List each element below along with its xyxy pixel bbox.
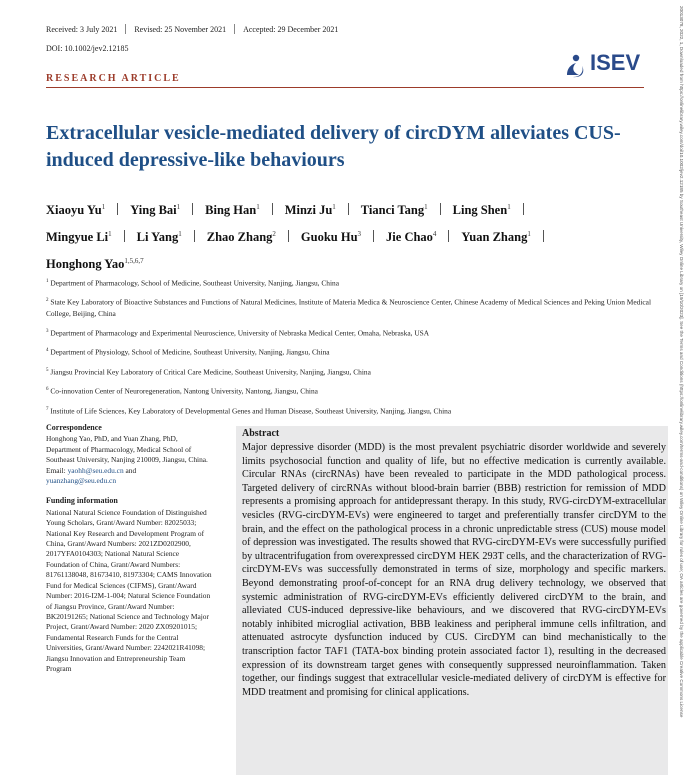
author-item — [207, 222, 301, 249]
affiliation-item — [46, 345, 666, 357]
affiliation-number: 5 — [46, 367, 49, 373]
article-dates — [46, 24, 338, 34]
author-divider — [523, 203, 524, 215]
author-item — [130, 195, 205, 222]
received-date: Received: 3 July 2021 — [46, 25, 118, 34]
affiliation-list — [46, 276, 666, 423]
affiliation-text: Department of Pharmacology and Experimental Neuroscience, University of Nebraska Medical Center, Omaha, Nebraska, USA — [50, 328, 430, 338]
author-affiliation-sup: 1 — [178, 230, 182, 239]
author-item — [46, 195, 130, 222]
affiliation-number: 6 — [46, 387, 49, 393]
isev-logo-icon — [563, 53, 587, 79]
date-divider — [234, 24, 235, 34]
accepted-date: Accepted: 29 December 2021 — [243, 25, 339, 34]
funding-heading: Funding information — [46, 496, 118, 506]
author-name[interactable]: Jie Chao — [386, 230, 433, 245]
affiliation-item — [46, 326, 666, 338]
author-name[interactable]: Guoku Hu — [300, 230, 358, 245]
author-affiliation-sup: 1 — [101, 203, 106, 211]
affiliation-number: 2 — [46, 298, 49, 304]
isev-logo-text: ISEV — [590, 50, 641, 75]
author-divider — [194, 230, 195, 242]
download-note — [672, 6, 686, 766]
affiliation-number: 4 — [46, 348, 49, 354]
author-divider — [117, 203, 118, 215]
affiliation-item — [46, 365, 666, 377]
affiliation-number: 3 — [46, 328, 49, 334]
abstract-heading: Abstract — [242, 428, 280, 439]
abstract-text: Major depressive disorder (MDD) is the most prevalent psychiatric disorder worldwide and severely limits psychosocial function and quality of life, but no effective medication is currently available. Circular RNAs (circRNAs) have been revealed to participate in the MDD pathological process. Targeted delivery of circRNAs without blood-brain barrier (BBB) restriction for remission of MDD represents a promising approach for antidepressant therapy. In this study, RVG-circDYM-extracellular vesicles (RVG-circDYM-EVs) were engineered to target and preferentially transfer circDYM to the brain, and the effect on the pathological process in a chronic unpredictable stress (CUS) mouse model of depression was investigated. The results showed that RVG-circDYM-EVs were successfully purified by ultracentrifugation from overexpressed circDYM HEK 293T cells, and the characterization of RVG-circDYM-EVs was successfully demonstrated in terms of size, morphology and specific markers. Beyond demonstrating proof-of-concept for an RNA drug delivery technology, we observed that systemic administration of RVG-circDYM-EVs efficiently delivered circDYM to the brain, and alleviated CUS-induced depressive-like behaviours, and we discovered that RVG-circDYM-EVs notably inhibited microglial activation, BBB leakiness and peripheral immune cells infiltration, and attenuated astrocyte dysfunction induced by CUS. CircDYM can bind mechanistically to the transcription factor TAF1 (TATA-box binding protein associated factor 1), resulting in the decreased expression of its downstream target genes with consequently suppressed neuroinflammation. Taken together, our findings suggest that extracellular vesicle-mediated delivery of circDYM is effective for MDD treatment and promising for clinical applications. — [242, 442, 666, 698]
affiliation-item — [46, 276, 666, 288]
author-name[interactable]: Mingyue Li — [46, 230, 109, 245]
author-affiliation-sup: 1 — [108, 230, 112, 239]
author-name[interactable]: Minzi Ju — [284, 203, 333, 218]
author-divider — [373, 230, 374, 242]
author-affiliation-sup: 1 — [527, 230, 531, 239]
header-rule — [46, 87, 644, 88]
author-affiliation-sup: 1 — [424, 203, 428, 211]
download-note-text[interactable]: 20013078, 2022, 1, Downloaded from https://onlinelibrary.wiley.com/doi/10.1002/jev2.12185 by Southeast University, Wiley Online Library on [19/10/2023]. See the Terms and Conditions (https://onlinelibrary.wiley.com/terms-and-conditions) on Wiley Online Library for rules of use; OA articles are governed by the applicable Creative Commons License — [679, 6, 684, 718]
date-divider — [125, 24, 126, 34]
author-item — [361, 195, 453, 222]
author-affiliation-sup: 4 — [432, 230, 437, 239]
author-name[interactable]: Yuan Zhang — [461, 230, 528, 245]
author-item — [285, 195, 361, 222]
author-divider — [543, 230, 544, 242]
affiliation-item — [46, 404, 666, 416]
author-name[interactable]: Xiaoyu Yu — [46, 203, 102, 218]
affiliation-text: Institute of Life Sciences, Key Laboratory of Developmental Genes and Human Disease, Southeast University, Nanjing, Jiangsu, China — [50, 406, 452, 416]
email-link-2[interactable]: yuanzhang@seu.edu.cn — [46, 476, 117, 486]
author-divider — [440, 203, 441, 215]
author-affiliation-sup: 2 — [272, 230, 276, 239]
author-divider — [448, 230, 449, 242]
author-item — [386, 222, 461, 249]
author-name[interactable]: Honghong Yao — [46, 257, 125, 272]
sidebar — [46, 423, 212, 674]
email-link-1[interactable]: yaohh@seu.edu.cn — [67, 465, 124, 475]
section-label: RESEARCH ARTICLE — [46, 73, 181, 84]
author-item — [205, 195, 285, 222]
author-affiliation-sup: 1,5,6,7 — [124, 257, 144, 266]
correspondence-email — [46, 466, 212, 487]
author-affiliation-sup: 1 — [507, 203, 511, 211]
author-name[interactable]: Tianci Tang — [360, 203, 425, 218]
revised-date: Revised: 25 November 2021 — [134, 25, 227, 34]
author-name[interactable]: Ying Bai — [130, 203, 177, 218]
affiliation-text: Department of Physiology, School of Medicine, Southeast University, Nanjing, Jiangsu, China — [50, 347, 330, 357]
author-list — [46, 195, 656, 276]
doi[interactable]: DOI: 10.1002/jev2.12185 — [46, 44, 129, 53]
author-affiliation-sup: 3 — [357, 230, 362, 239]
author-affiliation-sup: 1 — [332, 203, 336, 211]
author-item — [46, 249, 144, 276]
funding-text: National Natural Science Foundation of Distinguished Young Scholars, Grant/Award Number: 82025033; National Key Research and Development Program of China, Grant/Award Numbers: 2021ZD0202900, 2017YFA0104303; National Natural Science Foundation of China, Grant/Award Numbers: 81761138048, 81673410, 81973304; CAMS Innovation Fund for Medical Sciences (CIFMS), Grant/Award Number: 2016-I2M-1-004; Natural Science Foundation of Jiangsu Province, Grant/Award Number: BK20191265; National Science and Technology Major Project, Grant/Award Number: 2020 ZX09201015; Fundamental Research Funds for the Central Universities, Grant/Award Number: 2242021R41098; Jiangsu Innovation and Entrepreneurship Team Program — [46, 507, 212, 673]
author-name[interactable]: Li Yang — [136, 230, 179, 245]
correspondence-heading: Correspondence — [46, 423, 102, 432]
author-divider — [288, 230, 289, 242]
author-name[interactable]: Ling Shen — [452, 203, 508, 218]
affiliation-item — [46, 384, 666, 396]
email-label: Email: — [46, 465, 66, 475]
affiliation-text: Jiangsu Provincial Key Laboratory of Critical Care Medicine, Southeast University, Nanjing, Jiangsu, China — [50, 367, 371, 377]
affiliation-number: 7 — [46, 406, 49, 412]
author-item — [46, 222, 137, 249]
correspondence-text: Honghong Yao, PhD, and Yuan Zhang, PhD, Department of Pharmacology, Medical School of Southeast University, Nanjing 210009, Jiangsu, China. — [46, 434, 208, 465]
author-divider — [272, 203, 273, 215]
author-divider — [348, 203, 349, 215]
author-affiliation-sup: 1 — [256, 203, 260, 211]
author-divider — [192, 203, 193, 215]
affiliation-text: Department of Pharmacology, School of Medicine, Southeast University, Nanjing, Jiangsu, China — [50, 278, 340, 288]
author-name[interactable]: Zhao Zhang — [206, 230, 273, 245]
author-name[interactable]: Bing Han — [205, 203, 257, 218]
author-item — [453, 195, 536, 222]
author-affiliation-sup: 1 — [176, 203, 181, 211]
affiliation-text: State Key Laboratory of Bioactive Substances and Functions of Natural Medicines, Institute of Materia Medica & Neuroscience Center, Chinese Academy of Medical Sciences and Peking Union Medical College, Beijing, China — [46, 297, 651, 318]
affiliation-number: 1 — [46, 279, 49, 284]
author-item — [301, 222, 386, 249]
author-divider — [124, 230, 125, 242]
affiliation-text: Co-innovation Center of Neuroregeneration, Nantong University, Nantong, Jiangsu, China — [50, 386, 318, 396]
author-item — [137, 222, 207, 249]
email-and: and — [125, 465, 137, 475]
author-item — [461, 222, 555, 249]
affiliation-item — [46, 295, 666, 318]
article-title: Extracellular vesicle-mediated delivery of circDYM alleviates CUS-induced depressive-like behaviours — [46, 122, 621, 171]
